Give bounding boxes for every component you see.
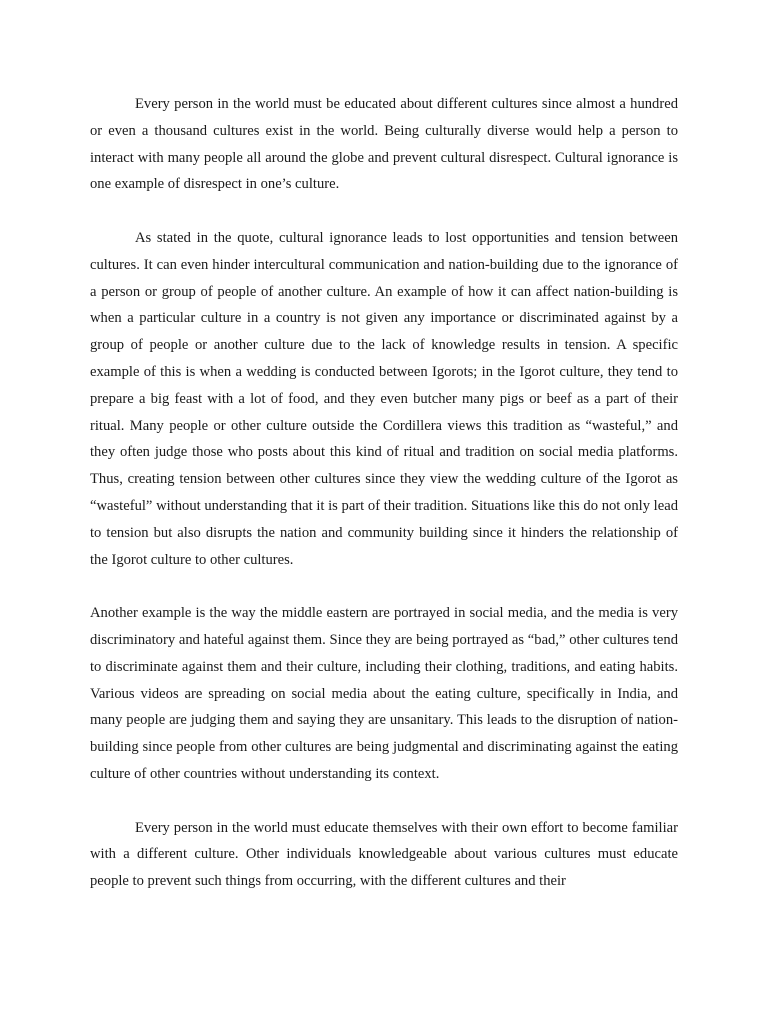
essay-body [90,91,678,895]
paragraph-middle-eastern-example: Another example is the way the middle eastern are portrayed in social media, and the media is very discriminatory and hateful against them. Since they are being portrayed as “bad,” other cultures tend to discriminate against them and their culture, including their clothing, traditions, and eating habits. Various videos are spreading on social media about the eating culture, specifically in India, and many people are judging them and saying they are unsanitary. This leads to the disruption of nation-building since people from other cultures are being judgmental and discriminating against the eating culture of other countries without understanding its context. [90,605,678,782]
paragraph-cultural-ignorance: As stated in the quote, cultural ignorance leads to lost opportunities and tension between cultures. It can even hinder intercultural communication and nation-building due to the ignorance of a person or group of people of another culture. An example of how it can affect nation-building is when a particular culture in a country is not given any importance or discriminated against by a group of people or another culture due to the lack of knowledge results in tension. A specific example of this is when a wedding is conducted between Igorots; in the Igorot culture, they tend to prepare a big feast with a lot of food, and they even butcher many pigs or beef as a part of their ritual. Many people or other culture outside the Cordillera views this tradition as “wasteful,” and they often judge those who posts about this kind of ritual and tradition on social media platforms. Thus, creating tension between other cultures since they view the wedding culture of the Igorot as “wasteful” without understanding that it is part of their tradition. Situations like this do not only lead to tension but also disrupts the nation and community building since it hinders the relationship of the Igorot culture to other cultures. [90,229,678,568]
paragraph-conclusion: Every person in the world must educate themselves with their own effort to become familiar with a different culture. Other individuals knowledgeable about various cultures must educate people to prevent such things from occurring, with the different cultures and their [90,819,678,890]
paragraph-intro: Every person in the world must be educated about different cultures since almost a hundred or even a thousand cultures exist in the world. Being culturally diverse would help a person to interact with many people all around the globe and prevent cultural disrespect. Cultural ignorance is one example of disrespect in one’s culture. [90,96,678,193]
